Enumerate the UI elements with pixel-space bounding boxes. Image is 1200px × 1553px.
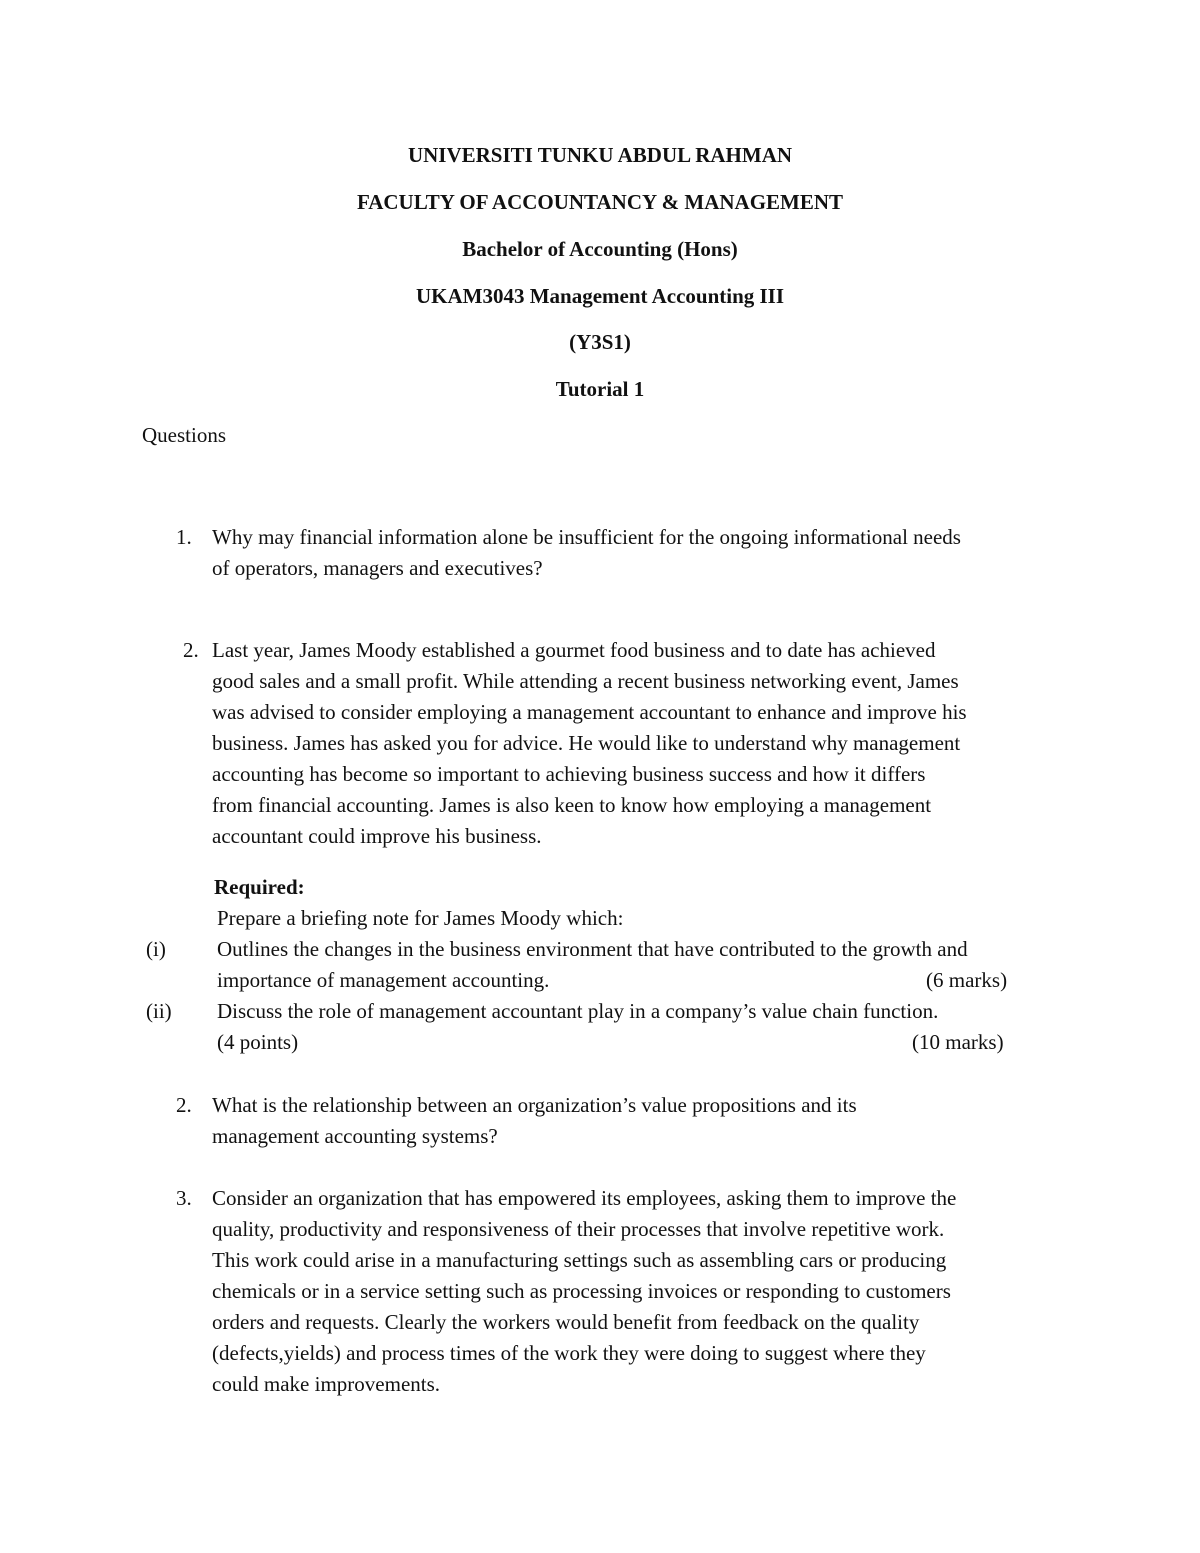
question-line: Last year, James Moody established a gourmet food business and to date has achieved	[212, 638, 936, 662]
question-line: This work could arise in a manufacturing settings such as assembling cars or producing	[212, 1248, 947, 1272]
part-label: (i)	[146, 937, 166, 961]
question-line: business. James has asked you for advice. He would like to understand why management	[212, 731, 961, 755]
part-line: (4 points)	[217, 1030, 299, 1054]
question-line: could make improvements.	[212, 1372, 441, 1396]
required-intro: Prepare a briefing note for James Moody which:	[217, 906, 624, 930]
question-line: from financial accounting. James is also keen to know how employing a management	[212, 793, 932, 817]
part-line: Outlines the changes in the business environment that have contributed to the growth and	[217, 937, 968, 961]
question-line: good sales and a small profit. While attending a recent business networking event, James	[212, 669, 959, 693]
course-title: UKAM3043 Management Accounting III	[415, 284, 785, 308]
question-number: 3.	[176, 1186, 192, 1210]
question-line: management accounting systems?	[212, 1124, 498, 1148]
question-line: accounting has become so important to achieving business success and how it differs	[212, 762, 926, 786]
faculty-name: FACULTY OF ACCOUNTANCY & MANAGEMENT	[356, 190, 844, 214]
part-marks: (6 marks)	[926, 968, 1008, 992]
university-name: UNIVERSITI TUNKU ABDUL RAHMAN	[407, 143, 793, 167]
part-marks: (10 marks)	[912, 1030, 1004, 1054]
required-label: Required:	[214, 875, 305, 899]
question-line: What is the relationship between an organization’s value propositions and its	[212, 1093, 857, 1117]
question-number: 2.	[176, 1093, 192, 1117]
question-number: 1.	[176, 525, 192, 549]
tutorial-title: Tutorial 1	[555, 377, 645, 401]
part-line: Discuss the role of management accountant play in a company’s value chain function.	[217, 999, 939, 1023]
question-line: accountant could improve his business.	[212, 824, 542, 848]
part-line: importance of management accounting.	[217, 968, 550, 992]
question-line: Why may financial information alone be insufficient for the ongoing informational needs	[212, 525, 961, 549]
part-label: (ii)	[146, 999, 172, 1023]
question-line: Consider an organization that has empowered its employees, asking them to improve the	[212, 1186, 957, 1210]
section-label: Questions	[142, 423, 226, 447]
question-line: quality, productivity and responsiveness of their processes that involve repetitive work.	[212, 1217, 945, 1241]
question-line: orders and requests. Clearly the workers would benefit from feedback on the quality	[212, 1310, 920, 1334]
programme-name: Bachelor of Accounting (Hons)	[462, 237, 738, 261]
question-line: of operators, managers and executives?	[212, 556, 543, 580]
semester-code: (Y3S1)	[569, 330, 631, 354]
question-line: chemicals or in a service setting such as processing invoices or responding to customers	[212, 1279, 951, 1303]
question-number: 2.	[183, 638, 199, 662]
question-line: was advised to consider employing a management accountant to enhance and improve his	[212, 700, 967, 724]
question-line: (defects,yields) and process times of the work they were doing to suggest where they	[212, 1341, 926, 1365]
